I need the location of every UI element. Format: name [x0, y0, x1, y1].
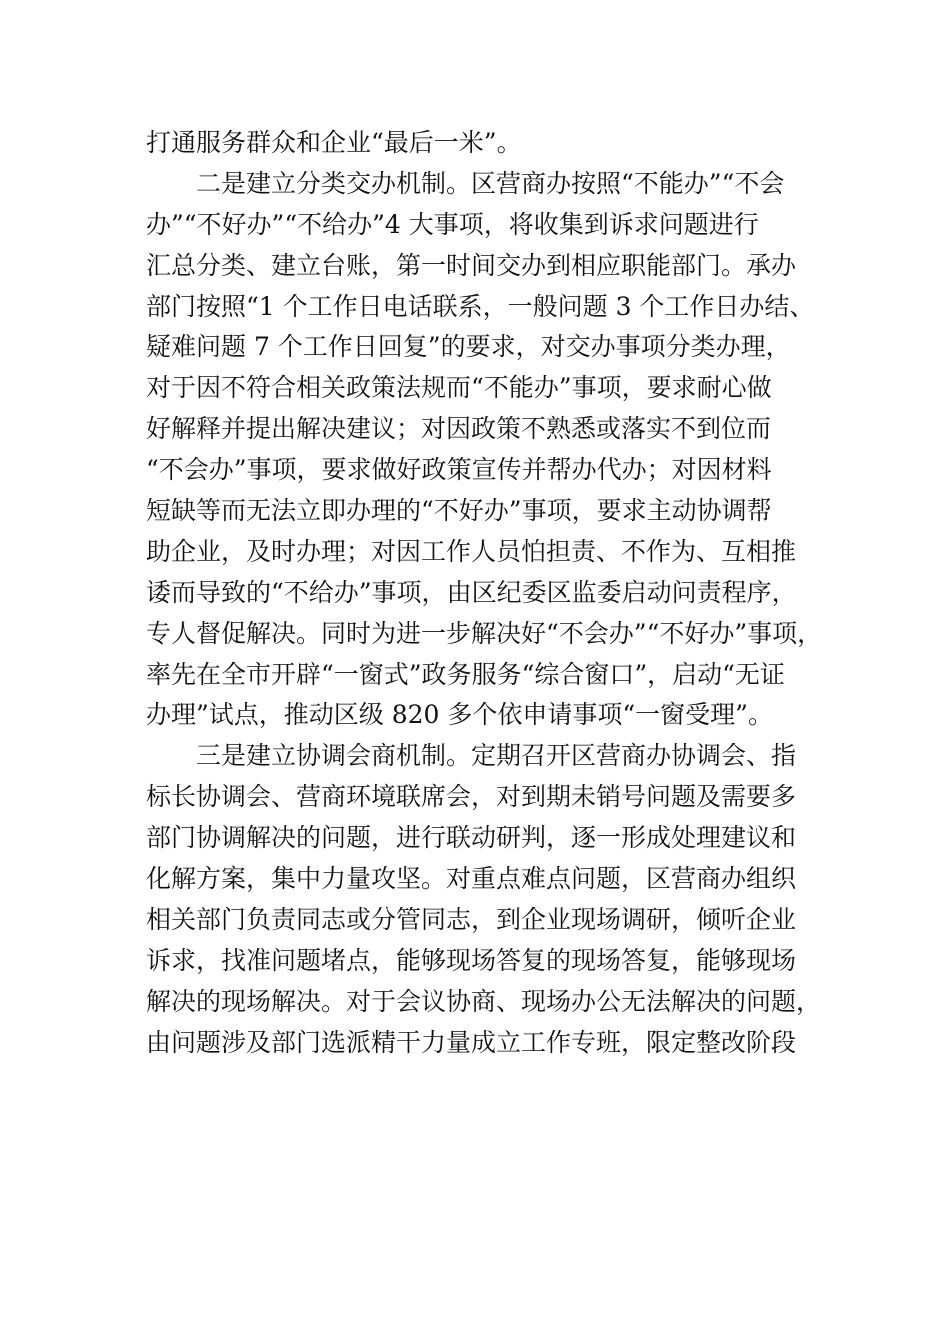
text-line: 标长协调会、营商环境联席会，对到期未销号问题及需要多: [146, 782, 797, 812]
text-line: 好解释并提出解决建议；对因政策不熟悉或落实不到位而: [146, 414, 772, 444]
paragraph-start-line: 三是建立协调会商机制。定期召开区营商办协调会、指: [196, 741, 797, 771]
text-line: 诉求，找准问题堵点，能够现场答复的现场答复，能够现场: [146, 945, 797, 975]
text-line: 对于因不符合相关政策法规而“不能办”事项，要求耐心做: [146, 373, 772, 403]
text-line: “不会办”事项，要求做好政策宣传并帮办代办；对因材料: [146, 455, 772, 485]
text-line: 部门协调解决的问题，进行联动研判，逐一形成处理建议和: [146, 823, 797, 853]
text-line: 疑难问题 7 个工作日回复”的要求，对交办事项分类办理，: [146, 332, 791, 362]
document-body: [146, 123, 846, 1063]
text-line: 办”“不好办”“不给办”4 大事项，将收集到诉求问题进行: [146, 209, 759, 239]
text-line: 化解方案，集中力量攻坚。对重点难点问题，区营商办组织: [146, 864, 797, 894]
text-line: 汇总分类、建立台账，第一时间交办到相应职能部门。承办: [146, 250, 797, 280]
paragraph-start-line: 二是建立分类交办机制。区营商办按照“不能办”“不会: [196, 168, 785, 198]
text-line: 助企业，及时办理；对因工作人员怕担责、不作为、互相推: [146, 536, 797, 566]
text-line: 解决的现场解决。对于会议协商、现场办公无法解决的问题，: [146, 986, 822, 1016]
text-line: 部门按照“1 个工作日电话联系，一般问题 3 个工作日办结、: [146, 291, 815, 321]
text-line: 办理”试点，推动区级 820 多个依申请事项“一窗受理”。: [146, 700, 773, 730]
text-line: 打通服务群众和企业“最后一米”。: [146, 128, 522, 157]
text-line: 由问题涉及部门选派精干力量成立工作专班，限定整改阶段: [146, 1027, 797, 1057]
text-line: 率先在全市开辟“一窗式”政务服务“综合窗口”，启动“无证: [146, 659, 785, 689]
text-line: 专人督促解决。同时为进一步解决好“不会办”“不好办”事项，: [146, 618, 823, 648]
text-line: 诿而导致的“不给办”事项，由区纪委区监委启动问责程序，: [146, 577, 797, 607]
text-line: 相关部门负责同志或分管同志，到企业现场调研，倾听企业: [146, 904, 797, 934]
text-line: 短缺等而无法立即办理的“不好办”事项，要求主动协调帮: [146, 496, 772, 526]
